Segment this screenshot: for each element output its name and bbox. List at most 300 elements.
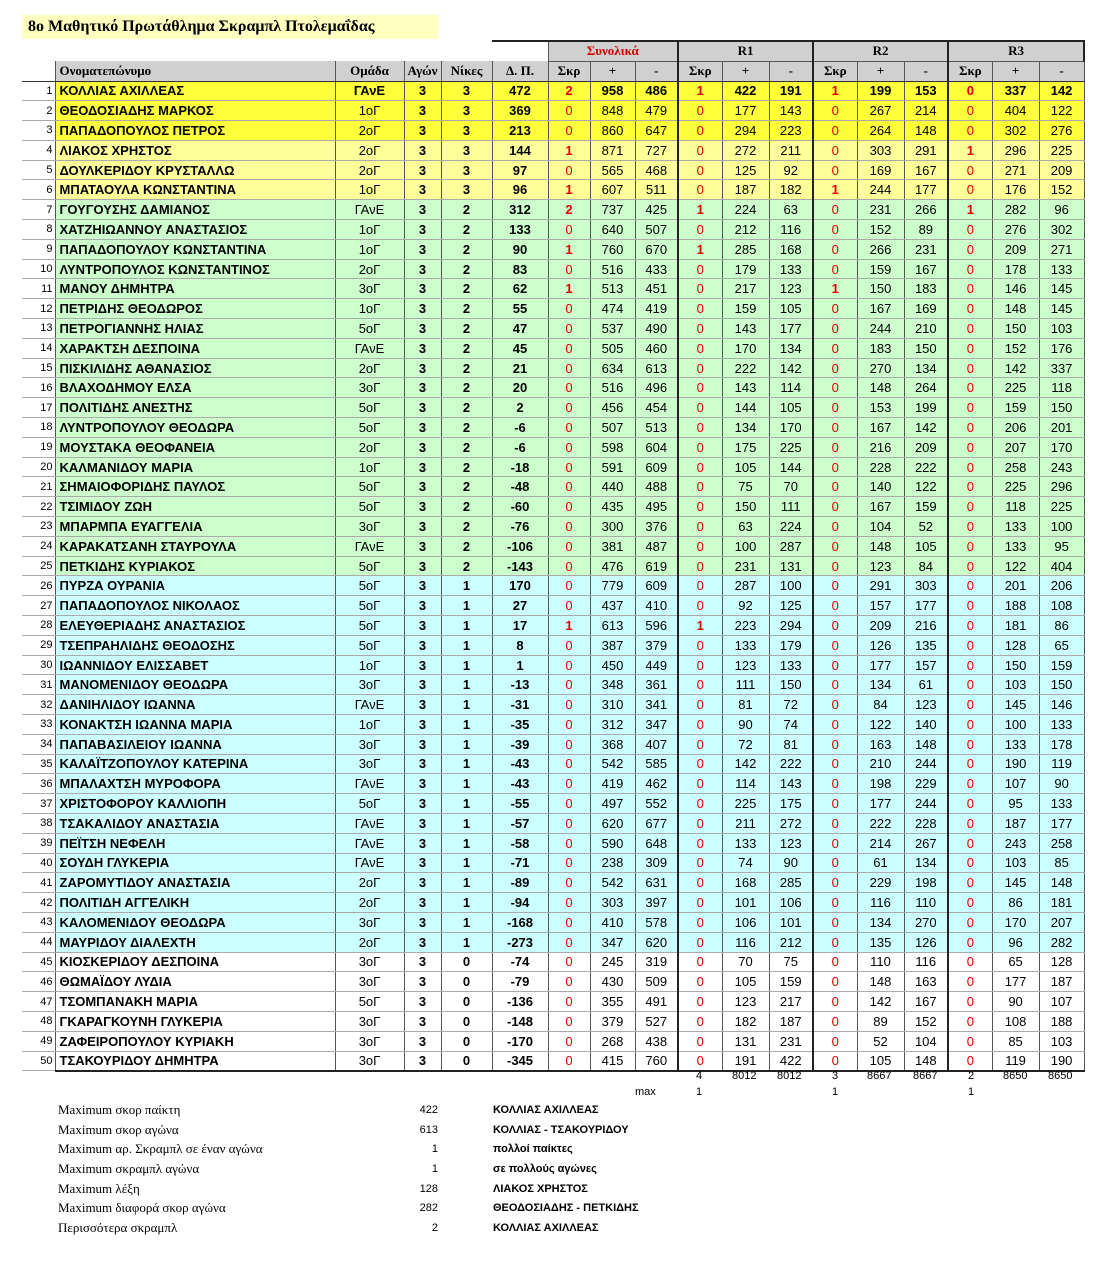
r3-scrabbles: 0 bbox=[948, 912, 992, 932]
r3-minus: 103 bbox=[1039, 319, 1084, 339]
team: 3οΓ bbox=[335, 1011, 404, 1031]
summary-row bbox=[58, 1218, 658, 1238]
r1-scrabbles: 0 bbox=[678, 378, 722, 398]
r3-scrabbles: 0 bbox=[948, 457, 992, 477]
r1-plus: 63 bbox=[722, 517, 769, 537]
r1-scrabbles: 0 bbox=[678, 774, 722, 794]
r2-plus: 153 bbox=[857, 398, 904, 418]
summary-value: 282 bbox=[419, 1202, 438, 1215]
wins: 0 bbox=[441, 1031, 492, 1051]
summary-who: ΚΟΛΛΙΑΣ ΑΧΙΛΛΕΑΣ bbox=[493, 1222, 599, 1235]
row-number: 3 bbox=[22, 121, 55, 141]
summary-value: 1 bbox=[431, 1143, 438, 1156]
games: 3 bbox=[404, 576, 441, 596]
team: 2οΓ bbox=[335, 437, 404, 457]
r2-scrabbles: 0 bbox=[813, 596, 857, 616]
r2-scrabbles: 0 bbox=[813, 734, 857, 754]
total-minus: 410 bbox=[635, 596, 678, 616]
r3-plus: 90 bbox=[992, 992, 1039, 1012]
r1-minus: 143 bbox=[769, 101, 813, 121]
r2-plus: 303 bbox=[857, 140, 904, 160]
wins: 3 bbox=[441, 101, 492, 121]
wins: 2 bbox=[441, 299, 492, 319]
games: 3 bbox=[404, 279, 441, 299]
games: 3 bbox=[404, 239, 441, 259]
r1-minus: 159 bbox=[769, 972, 813, 992]
r2-scrabbles: 0 bbox=[813, 358, 857, 378]
r3-plus: 404 bbox=[992, 101, 1039, 121]
games: 3 bbox=[404, 220, 441, 240]
total-r3-plus: 8650 bbox=[1003, 1070, 1028, 1082]
r3-minus: 178 bbox=[1039, 734, 1084, 754]
player-name: ΧΡΙΣΤΟΦΟΡΟΥ ΚΑΛΛΙΟΠΗ bbox=[55, 794, 335, 814]
r2-scrabbles: 0 bbox=[813, 754, 857, 774]
r3-plus: 170 bbox=[992, 912, 1039, 932]
player-name: ΣΗΜΑΙΟΦΟΡΙΔΗΣ ΠΑΥΛΟΣ bbox=[55, 477, 335, 497]
row-number: 18 bbox=[22, 418, 55, 438]
row-number: 21 bbox=[22, 477, 55, 497]
total-scrabbles: 0 bbox=[548, 418, 590, 438]
r3-scrabbles: 0 bbox=[948, 992, 992, 1012]
score-diff: -168 bbox=[492, 912, 548, 932]
total-scrabbles: 0 bbox=[548, 754, 590, 774]
r1-plus: 222 bbox=[722, 358, 769, 378]
wins: 1 bbox=[441, 576, 492, 596]
r2-plus: 231 bbox=[857, 200, 904, 220]
row-number: 47 bbox=[22, 992, 55, 1012]
player-name: ΠΟΛΙΤΙΔΗΣ ΑΝΕΣΤΗΣ bbox=[55, 398, 335, 418]
summary-value: 1 bbox=[431, 1163, 438, 1176]
table-row bbox=[22, 457, 1084, 477]
team: ΓΑνΕ bbox=[335, 200, 404, 220]
score-diff: -43 bbox=[492, 774, 548, 794]
r1-scrabbles: 0 bbox=[678, 160, 722, 180]
table-row bbox=[22, 239, 1084, 259]
score-diff: 369 bbox=[492, 101, 548, 121]
total-plus: 640 bbox=[590, 220, 635, 240]
r2-plus: 177 bbox=[857, 655, 904, 675]
total-scrabbles: 0 bbox=[548, 932, 590, 952]
summary-value: 422 bbox=[419, 1104, 438, 1116]
score-diff: 170 bbox=[492, 576, 548, 596]
r3-scrabbles: 0 bbox=[948, 180, 992, 200]
table-row bbox=[22, 279, 1084, 299]
r2-plus: 148 bbox=[857, 378, 904, 398]
table-row bbox=[22, 497, 1084, 517]
total-minus: 648 bbox=[635, 833, 678, 853]
team: 3οΓ bbox=[335, 378, 404, 398]
total-minus: 491 bbox=[635, 992, 678, 1012]
total-minus: 341 bbox=[635, 695, 678, 715]
r1-scrabbles: 0 bbox=[678, 952, 722, 972]
total-minus: 451 bbox=[635, 279, 678, 299]
r1-minus: 74 bbox=[769, 715, 813, 735]
r1-plus: 170 bbox=[722, 338, 769, 358]
wins: 2 bbox=[441, 220, 492, 240]
r1-scrabbles: 1 bbox=[678, 200, 722, 220]
r3-scrabbles: 0 bbox=[948, 299, 992, 319]
max-r2: 1 bbox=[832, 1086, 839, 1098]
player-name: ΠΟΛΙΤΙΔΗ ΑΓΓΕΛΙΚΗ bbox=[55, 893, 335, 913]
player-name: ΠΕΤΡΟΓΙΑΝΝΗΣ ΗΛΙΑΣ bbox=[55, 319, 335, 339]
col-r3-plus: + bbox=[992, 61, 1039, 81]
r2-minus: 167 bbox=[904, 160, 948, 180]
player-name: ΠΑΠΑΒΑΣΙΛΕΙΟΥ ΙΩΑΝΝΑ bbox=[55, 734, 335, 754]
total-plus: 634 bbox=[590, 358, 635, 378]
r2-scrabbles: 0 bbox=[813, 833, 857, 853]
r2-minus: 291 bbox=[904, 140, 948, 160]
r2-minus: 126 bbox=[904, 932, 948, 952]
r1-scrabbles: 0 bbox=[678, 596, 722, 616]
r1-minus: 225 bbox=[769, 437, 813, 457]
total-plus: 620 bbox=[590, 813, 635, 833]
score-diff: -58 bbox=[492, 833, 548, 853]
player-name: ΜΑΥΡΙΔΟΥ ΔΙΑΛΕΧΤΗ bbox=[55, 932, 335, 952]
r2-minus: 244 bbox=[904, 794, 948, 814]
r3-minus: 302 bbox=[1039, 220, 1084, 240]
column-header-row bbox=[22, 61, 1084, 81]
score-diff: -79 bbox=[492, 972, 548, 992]
score-diff: 97 bbox=[492, 160, 548, 180]
r1-plus: 101 bbox=[722, 893, 769, 913]
r3-plus: 146 bbox=[992, 279, 1039, 299]
team: 2οΓ bbox=[335, 160, 404, 180]
r3-minus: 86 bbox=[1039, 616, 1084, 636]
total-minus: 620 bbox=[635, 932, 678, 952]
total-scrabbles: 0 bbox=[548, 794, 590, 814]
r3-plus: 188 bbox=[992, 596, 1039, 616]
r2-plus: 167 bbox=[857, 418, 904, 438]
r2-minus: 231 bbox=[904, 239, 948, 259]
total-scrabbles: 0 bbox=[548, 1051, 590, 1071]
r3-scrabbles: 0 bbox=[948, 220, 992, 240]
r3-scrabbles: 0 bbox=[948, 398, 992, 418]
r3-plus: 201 bbox=[992, 576, 1039, 596]
team: 5οΓ bbox=[335, 596, 404, 616]
total-r1-scrabbles: 4 bbox=[696, 1070, 703, 1082]
total-plus: 505 bbox=[590, 338, 635, 358]
r2-scrabbles: 0 bbox=[813, 338, 857, 358]
r1-plus: 134 bbox=[722, 418, 769, 438]
total-plus: 871 bbox=[590, 140, 635, 160]
col-games: Αγών bbox=[404, 61, 441, 81]
row-number: 33 bbox=[22, 715, 55, 735]
r2-plus: 266 bbox=[857, 239, 904, 259]
r3-plus: 145 bbox=[992, 695, 1039, 715]
row-number: 2 bbox=[22, 101, 55, 121]
total-minus: 347 bbox=[635, 715, 678, 735]
games: 3 bbox=[404, 635, 441, 655]
games: 3 bbox=[404, 853, 441, 873]
r3-plus: 176 bbox=[992, 180, 1039, 200]
r1-plus: 272 bbox=[722, 140, 769, 160]
table-row bbox=[22, 635, 1084, 655]
total-minus: 487 bbox=[635, 536, 678, 556]
r2-scrabbles: 0 bbox=[813, 418, 857, 438]
r3-minus: 128 bbox=[1039, 952, 1084, 972]
row-number: 28 bbox=[22, 616, 55, 636]
score-diff: -57 bbox=[492, 813, 548, 833]
row-number: 10 bbox=[22, 259, 55, 279]
r2-scrabbles: 0 bbox=[813, 437, 857, 457]
r1-minus: 211 bbox=[769, 140, 813, 160]
r1-scrabbles: 0 bbox=[678, 398, 722, 418]
r2-minus: 244 bbox=[904, 754, 948, 774]
summary-label: Maximum σκορ παίκτη bbox=[58, 1102, 181, 1117]
r2-minus: 153 bbox=[904, 81, 948, 101]
r1-scrabbles: 0 bbox=[678, 1011, 722, 1031]
max-label: max bbox=[635, 1086, 656, 1098]
r2-minus: 105 bbox=[904, 536, 948, 556]
r1-scrabbles: 0 bbox=[678, 279, 722, 299]
total-minus: 513 bbox=[635, 418, 678, 438]
r1-minus: 125 bbox=[769, 596, 813, 616]
row-number: 48 bbox=[22, 1011, 55, 1031]
r2-scrabbles: 0 bbox=[813, 675, 857, 695]
total-scrabbles: 0 bbox=[548, 655, 590, 675]
r3-scrabbles: 0 bbox=[948, 794, 992, 814]
col-team: Ομάδα bbox=[335, 61, 404, 81]
wins: 0 bbox=[441, 1051, 492, 1071]
r2-scrabbles: 0 bbox=[813, 121, 857, 141]
team: 3οΓ bbox=[335, 754, 404, 774]
r2-minus: 199 bbox=[904, 398, 948, 418]
r3-plus: 65 bbox=[992, 952, 1039, 972]
r3-minus: 145 bbox=[1039, 299, 1084, 319]
team: 5οΓ bbox=[335, 319, 404, 339]
standings-body bbox=[22, 81, 1084, 1071]
games: 3 bbox=[404, 912, 441, 932]
row-number: 7 bbox=[22, 200, 55, 220]
r1-minus: 217 bbox=[769, 992, 813, 1012]
r3-minus: 188 bbox=[1039, 1011, 1084, 1031]
team: 5οΓ bbox=[335, 576, 404, 596]
r1-plus: 175 bbox=[722, 437, 769, 457]
r3-minus: 176 bbox=[1039, 338, 1084, 358]
total-plus: 410 bbox=[590, 912, 635, 932]
r1-plus: 223 bbox=[722, 616, 769, 636]
total-minus: 670 bbox=[635, 239, 678, 259]
r1-scrabbles: 0 bbox=[678, 675, 722, 695]
team: 3οΓ bbox=[335, 1031, 404, 1051]
total-plus: 387 bbox=[590, 635, 635, 655]
r1-minus: 106 bbox=[769, 893, 813, 913]
summary-who: σε πολλούς αγώνες bbox=[493, 1163, 597, 1176]
team: ΓΑνΕ bbox=[335, 853, 404, 873]
r1-plus: 159 bbox=[722, 299, 769, 319]
wins: 2 bbox=[441, 437, 492, 457]
col-total-scrabbles: Σκρ bbox=[548, 61, 590, 81]
score-diff: 17 bbox=[492, 616, 548, 636]
r1-scrabbles: 0 bbox=[678, 853, 722, 873]
score-diff: -71 bbox=[492, 853, 548, 873]
total-scrabbles: 0 bbox=[548, 734, 590, 754]
r2-scrabbles: 0 bbox=[813, 992, 857, 1012]
r2-minus: 167 bbox=[904, 992, 948, 1012]
r1-plus: 191 bbox=[722, 1051, 769, 1071]
total-plus: 300 bbox=[590, 517, 635, 537]
player-name: ΔΑΝΙΗΛΙΔΟΥ ΙΩΑΝΝΑ bbox=[55, 695, 335, 715]
total-minus: 727 bbox=[635, 140, 678, 160]
r2-minus: 163 bbox=[904, 972, 948, 992]
summary-who: ΚΟΛΛΙΑΣ ΑΧΙΛΛΕΑΣ bbox=[493, 1104, 599, 1116]
table-row bbox=[22, 1031, 1084, 1051]
games: 3 bbox=[404, 556, 441, 576]
r2-plus: 110 bbox=[857, 952, 904, 972]
r2-minus: 264 bbox=[904, 378, 948, 398]
wins: 3 bbox=[441, 160, 492, 180]
total-scrabbles: 0 bbox=[548, 833, 590, 853]
r2-scrabbles: 0 bbox=[813, 101, 857, 121]
r3-plus: 103 bbox=[992, 853, 1039, 873]
total-scrabbles: 1 bbox=[548, 180, 590, 200]
group-header-totals: Συνολικά bbox=[548, 41, 678, 61]
r1-scrabbles: 0 bbox=[678, 576, 722, 596]
r1-plus: 74 bbox=[722, 853, 769, 873]
team: 5οΓ bbox=[335, 616, 404, 636]
r3-plus: 296 bbox=[992, 140, 1039, 160]
r3-plus: 159 bbox=[992, 398, 1039, 418]
r2-minus: 198 bbox=[904, 873, 948, 893]
r2-minus: 104 bbox=[904, 1031, 948, 1051]
r1-plus: 179 bbox=[722, 259, 769, 279]
summary-row bbox=[58, 1179, 658, 1199]
games: 3 bbox=[404, 813, 441, 833]
games: 3 bbox=[404, 1051, 441, 1071]
r3-plus: 142 bbox=[992, 358, 1039, 378]
total-scrabbles: 0 bbox=[548, 695, 590, 715]
total-minus: 449 bbox=[635, 655, 678, 675]
r1-minus: 63 bbox=[769, 200, 813, 220]
total-minus: 309 bbox=[635, 853, 678, 873]
r2-minus: 116 bbox=[904, 952, 948, 972]
wins: 1 bbox=[441, 833, 492, 853]
r1-plus: 123 bbox=[722, 992, 769, 1012]
total-scrabbles: 0 bbox=[548, 220, 590, 240]
row-number: 20 bbox=[22, 457, 55, 477]
total-plus: 542 bbox=[590, 873, 635, 893]
r1-minus: 123 bbox=[769, 279, 813, 299]
row-number: 23 bbox=[22, 517, 55, 537]
r3-plus: 86 bbox=[992, 893, 1039, 913]
wins: 2 bbox=[441, 239, 492, 259]
r2-minus: 169 bbox=[904, 299, 948, 319]
total-plus: 310 bbox=[590, 695, 635, 715]
games: 3 bbox=[404, 932, 441, 952]
r2-minus: 177 bbox=[904, 180, 948, 200]
total-scrabbles: 1 bbox=[548, 616, 590, 636]
r3-scrabbles: 0 bbox=[948, 932, 992, 952]
table-row bbox=[22, 378, 1084, 398]
r1-plus: 211 bbox=[722, 813, 769, 833]
r1-minus: 114 bbox=[769, 378, 813, 398]
total-minus: 462 bbox=[635, 774, 678, 794]
table-row bbox=[22, 220, 1084, 240]
r1-plus: 182 bbox=[722, 1011, 769, 1031]
r2-plus: 163 bbox=[857, 734, 904, 754]
total-scrabbles: 0 bbox=[548, 497, 590, 517]
r2-minus: 134 bbox=[904, 358, 948, 378]
r3-plus: 95 bbox=[992, 794, 1039, 814]
total-scrabbles: 0 bbox=[548, 358, 590, 378]
r3-plus: 302 bbox=[992, 121, 1039, 141]
total-scrabbles: 0 bbox=[548, 457, 590, 477]
total-scrabbles: 0 bbox=[548, 160, 590, 180]
score-diff: -136 bbox=[492, 992, 548, 1012]
r2-scrabbles: 0 bbox=[813, 319, 857, 339]
table-row bbox=[22, 754, 1084, 774]
games: 3 bbox=[404, 180, 441, 200]
r1-scrabbles: 0 bbox=[678, 457, 722, 477]
player-name: ΠΕΪΤΣΗ ΝΕΦΕΛΗ bbox=[55, 833, 335, 853]
r2-plus: 270 bbox=[857, 358, 904, 378]
r1-minus: 179 bbox=[769, 635, 813, 655]
wins: 2 bbox=[441, 378, 492, 398]
table-row bbox=[22, 833, 1084, 853]
r1-plus: 100 bbox=[722, 536, 769, 556]
player-name: ΖΑΦΕΙΡΟΠΟΥΛΟΥ ΚΥΡΙΑΚΗ bbox=[55, 1031, 335, 1051]
r1-scrabbles: 1 bbox=[678, 616, 722, 636]
r1-scrabbles: 0 bbox=[678, 972, 722, 992]
team: 2οΓ bbox=[335, 358, 404, 378]
games: 3 bbox=[404, 140, 441, 160]
total-minus: 604 bbox=[635, 437, 678, 457]
summary-value: 128 bbox=[419, 1182, 438, 1195]
r3-scrabbles: 0 bbox=[948, 121, 992, 141]
row-number: 11 bbox=[22, 279, 55, 299]
r2-scrabbles: 0 bbox=[813, 556, 857, 576]
r2-minus: 142 bbox=[904, 418, 948, 438]
r1-scrabbles: 0 bbox=[678, 873, 722, 893]
total-r2-minus: 8667 bbox=[913, 1070, 938, 1082]
r2-scrabbles: 0 bbox=[813, 517, 857, 537]
r3-scrabbles: 0 bbox=[948, 715, 992, 735]
player-name: ΠΑΠΑΔΟΠΟΥΛΟΣ ΠΕΤΡΟΣ bbox=[55, 121, 335, 141]
games: 3 bbox=[404, 437, 441, 457]
r3-plus: 100 bbox=[992, 715, 1039, 735]
score-diff: -94 bbox=[492, 893, 548, 913]
r2-minus: 167 bbox=[904, 259, 948, 279]
r3-plus: 122 bbox=[992, 556, 1039, 576]
r3-plus: 178 bbox=[992, 259, 1039, 279]
player-name: ΤΣΑΚΟΥΡΙΔΟΥ ΔΗΜΗΤΡΑ bbox=[55, 1051, 335, 1071]
total-plus: 497 bbox=[590, 794, 635, 814]
games: 3 bbox=[404, 477, 441, 497]
table-row bbox=[22, 477, 1084, 497]
player-name: ΚΙΟΣΚΕΡΙΔΟΥ ΔΕΣΠΟΙΝΑ bbox=[55, 952, 335, 972]
table-row bbox=[22, 794, 1084, 814]
wins: 0 bbox=[441, 1011, 492, 1031]
r3-minus: 206 bbox=[1039, 576, 1084, 596]
r3-plus: 225 bbox=[992, 378, 1039, 398]
row-number: 44 bbox=[22, 932, 55, 952]
r1-plus: 125 bbox=[722, 160, 769, 180]
col-r1-plus: + bbox=[722, 61, 769, 81]
r1-scrabbles: 0 bbox=[678, 813, 722, 833]
r1-scrabbles: 0 bbox=[678, 1051, 722, 1071]
games: 3 bbox=[404, 101, 441, 121]
r3-plus: 150 bbox=[992, 319, 1039, 339]
total-scrabbles: 1 bbox=[548, 140, 590, 160]
r2-plus: 177 bbox=[857, 794, 904, 814]
total-scrabbles: 0 bbox=[548, 992, 590, 1012]
r3-minus: 282 bbox=[1039, 932, 1084, 952]
r2-plus: 134 bbox=[857, 912, 904, 932]
wins: 1 bbox=[441, 616, 492, 636]
total-minus: 609 bbox=[635, 576, 678, 596]
table-row bbox=[22, 952, 1084, 972]
r2-scrabbles: 0 bbox=[813, 457, 857, 477]
